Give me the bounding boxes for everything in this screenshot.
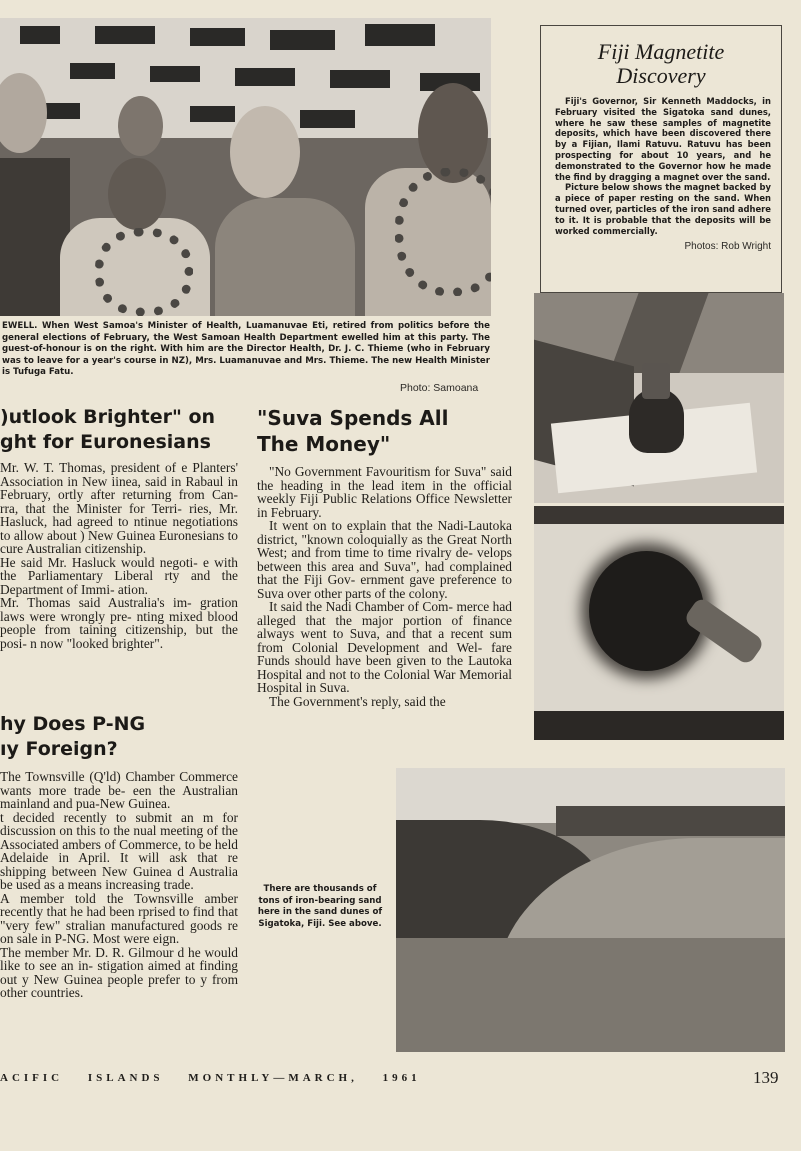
magnet-on-sand-photo [534,293,784,503]
euronesians-headline-line2: ght for Euronesians [0,431,211,453]
fiji-magnetite-box [540,25,782,293]
farewell-photo-credit: Photo: Samoana [400,382,479,394]
euronesians-paragraph: Mr. W. T. Thomas, president of e Planters' Association in New iinea, said in Rabaul in February, ortly after returning from Can- rra, that the Minister for Terri- ries, Mr. Hasluck, had agreed to ntinue negotiations to allow about ) New Guinea Euronesians to cure Australian citizenship. [0,460,238,556]
magazine-footer: ACIFIC ISLANDS MONTHLY—MARCH, 1961 [0,1072,421,1084]
suva-paragraph: It went on to explain that the Nadi-Lautoka district, "known coloquially as the Great North West; and from time to time rivalry de- velops between this area and Suva", had complained that the Fiji Gov- ernment gave preference to Suva over other parts of the colony. [257,518,512,601]
fiji-box-title-line1: Fiji Magnetite [597,39,725,64]
suva-paragraph: It said the Nadi Chamber of Com- merce had alleged that the major portion of finance always went to Suva, and that a recent sum from Colonial Development and Wel- fare Funds should have been given to the Lautoka Hospital and not to the Colonial War Memorial Hospital in Suva. [257,599,512,695]
fiji-box-credit: Photos: Rob Wright [684,241,771,253]
suva-paragraph: "No Government Favouritism for Suva" said the heading in the lead item in the official weekly Fiji Public Relations Office Newsletter in February. [257,464,512,520]
fiji-box-paragraph-2: Picture below shows the magnet backed by a piece of paper resting on the sand. When turned over, particles of the iron sand adhere to it. It is probable that the deposits will be worked commercially. [555,182,771,236]
sigatoka-dunes-photo [396,768,785,1052]
magnetite-particles-photo [534,506,784,740]
fiji-box-title-line2: Discovery [616,63,706,88]
euronesians-headline-line1: )utlook Brighter" on [0,406,216,428]
png-paragraph: The member Mr. D. R. Gilmour d he would like to see an in- stigation aimed at finding out y New Guinea people prefer to y from other countries. [0,944,238,1000]
suva-headline-line1: "Suva Spends All [257,406,449,430]
euronesians-paragraph: He said Mr. Hasluck would negoti- e with the Parliamentary Liberal rty and the Department of Immi- ation. [0,554,238,597]
dunes-photo-caption: There are thousands of tons of iron-bearing sand here in the sand dunes of Sigatoka, Fiji. See above. [257,884,383,929]
png-paragraph: A member told the Townsville amber recently that he had been rprised to find that "very few" stralian manufactured goods re on sale in P-NG. Most were eign. [0,890,238,946]
farewell-party-photo [0,18,491,316]
farewell-photo-caption: EWELL. When West Samoa's Minister of Health, Luamanuvae Eti, retired from politics before the general elections of February, the West Samoan Health Department ewelled him at this party. The guest-of-honour is on the right. With him are the Director Health, Dr. J. C. Thieme (who in February was to leave for a year's course in NZ), Mrs. Luamanuvae and Mrs. Thieme. The new Health Minister is Tufuga Fatu. [2,321,490,377]
png-paragraph: The Townsville (Q'ld) Chamber Commerce wants more trade be- een the Australian mainland and pua-New Guinea. [0,769,238,811]
suva-paragraph: The Government's reply, said the [269,693,446,709]
article-png-foreign [0,712,238,1000]
article-suva-spends [257,405,512,708]
suva-headline-line2: The Money" [257,432,391,456]
page-number: 139 [753,1068,779,1087]
png-headline-line2: ıy Foreign? [0,738,118,760]
fiji-box-paragraph-1: Fiji's Governor, Sir Kenneth Maddocks, in February visited the Sigatoka sand dunes, where he saw these samples of magnetite deposits, which have been discovered there by a Fijian, Ilami Ratuvu. Ratuvu has been prospecting for about 10 years, and he demonstrated to the Governor how he made the find by dragging a magnet over the sand. [555,96,771,182]
article-euronesians [0,405,238,650]
png-headline-line1: hy Does P-NG [0,713,146,735]
png-paragraph: t decided recently to submit an m for discussion on this to the nual meeting of the Associated ambers of Commerce, to be held Adelaide in April. It will ask that re shipping between New Guinea d Australia be used as a means increasing trade. [0,809,238,892]
euronesians-paragraph: Mr. Thomas said Australia's im- gration laws were wrongly pre- nting mixed blood people from taining citizenship, but the posi- n now "looked brighter". [0,595,238,651]
